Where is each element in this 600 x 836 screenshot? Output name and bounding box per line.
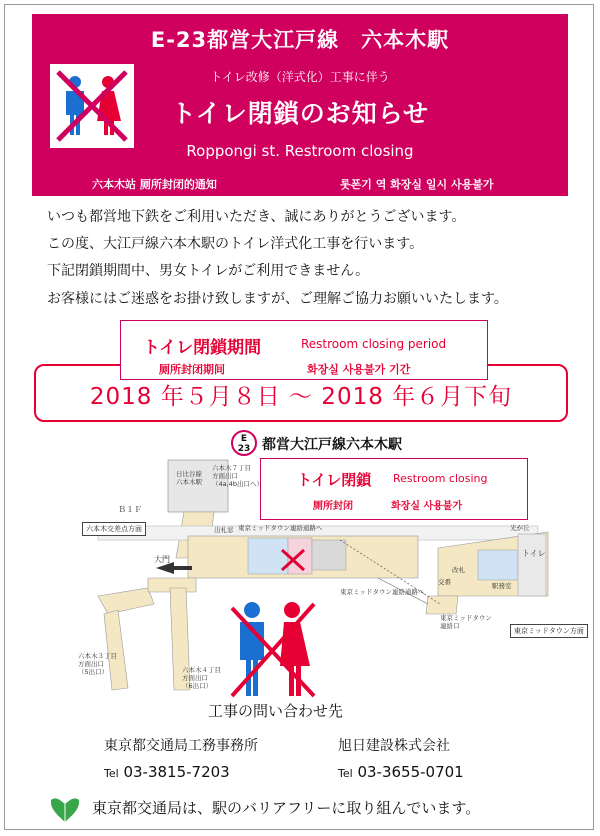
- notice-title-ko: 롯폰기 역 화장실 일시 사용불가: [340, 178, 494, 191]
- map-label-hikarigaoka: 光が丘: [510, 524, 530, 532]
- restroom-closed-icon: [50, 64, 134, 148]
- tel-number-2: 03-3655-0701: [357, 763, 464, 781]
- notice-title: トイレ閉鎖のお知らせ: [170, 99, 429, 128]
- map-label-gate: 改札: [452, 566, 465, 574]
- map-label-midtown-passage-2: 東京ミッドタウン連絡通路へ: [340, 588, 425, 596]
- restroom-closing-ko: 화장실 사용불가: [391, 501, 463, 512]
- map-label-ticket: 出札窓: [214, 526, 234, 534]
- header-banner: [32, 14, 568, 196]
- body-line-3: 下記閉鎖期間中、男女トイレがご利用できません。: [47, 263, 370, 279]
- tel-label-1: Tel: [104, 767, 119, 780]
- contact-title: 工事の問い合わせ先: [208, 702, 344, 720]
- body-line-2: この度、大江戸線六本木駅のトイレ洋式化工事を行います。: [47, 236, 424, 252]
- closing-period-title-ko: 화장실 사용불가 기간: [307, 363, 411, 376]
- map-label-station-office: 駅務室: [492, 582, 512, 590]
- closing-dates: 2018 年５月８日 ～ 2018 年６月下旬: [89, 384, 513, 410]
- line-badge: E 23: [231, 430, 257, 456]
- contact-company-2: 旭日建設株式会社: [338, 738, 450, 754]
- map-label-roppongi-crossing: 六本木交差点方面: [82, 522, 146, 536]
- tel-label-2: Tel: [338, 767, 353, 780]
- closing-period-title-zh: 厕所封闭期间: [159, 363, 225, 376]
- station-map: [78, 428, 584, 706]
- contact-tel-2: [338, 763, 464, 781]
- map-label-midtown-direction: 東京ミッドタウン方面: [510, 624, 588, 638]
- map-label-toilet: トイレ: [522, 549, 546, 558]
- map-label-roppongi4: 六本木４丁目 方面出口 （6出口）: [182, 666, 221, 690]
- restroom-closing-ja: トイレ閉鎖: [297, 471, 372, 489]
- map-label-roppongi3: 六本木３丁目 方面出口 （5出口）: [78, 652, 117, 676]
- notice-title-zh: 六本木站 厕所封闭的通知: [92, 178, 217, 191]
- contact-tel-1: [104, 763, 230, 781]
- map-label-midtown-exit: 東京ミッドタウン 連絡口: [440, 614, 492, 630]
- map-label-roppongi7: 六本木７丁目 方面出口 （4a,4b出口へ）: [212, 464, 263, 488]
- restroom-closing-box: [260, 458, 528, 520]
- header-subtitle: トイレ改修（洋式化）工事に伴う: [210, 70, 390, 84]
- map-title: 都営大江戸線六本木駅: [262, 437, 402, 453]
- contact-company-1: 東京都交通局工務事務所: [104, 738, 258, 754]
- map-label-midtown-passage: 東京ミッドタウン連絡通路へ: [238, 524, 323, 532]
- body-line-1: いつも都営地下鉄をご利用いただき、誠にありがとうございます。: [47, 209, 466, 225]
- notice-title-en: Roppongi st. Restroom closing: [186, 142, 414, 160]
- station-line-title: E-23都営大江戸線 六本木駅: [150, 28, 450, 52]
- map-label-daimon: 大門: [154, 555, 170, 564]
- footer-slogan: 東京都交通局は、駅のバリアフリーに取り組んでいます。: [92, 799, 481, 817]
- map-label-hibiya: 日比谷線 六本木駅: [176, 470, 202, 486]
- body-line-4: お客様にはご迷惑をお掛け致しますが、ご理解ご協力お願いいたします。: [47, 291, 508, 307]
- closing-period-title: トイレ閉鎖期間: [143, 338, 262, 358]
- restroom-closing-en: Restroom closing: [393, 472, 488, 485]
- map-label-b1f: Ｂ１Ｆ: [118, 505, 142, 514]
- map-label-koban: 交番: [438, 578, 451, 586]
- closing-period-title-en: Restroom closing period: [301, 337, 447, 351]
- ginkgo-logo-icon: [48, 792, 82, 824]
- tel-number-1: 03-3815-7203: [123, 763, 230, 781]
- closing-period-box: [120, 320, 488, 380]
- restroom-closing-zh: 厕所封闭: [313, 501, 353, 512]
